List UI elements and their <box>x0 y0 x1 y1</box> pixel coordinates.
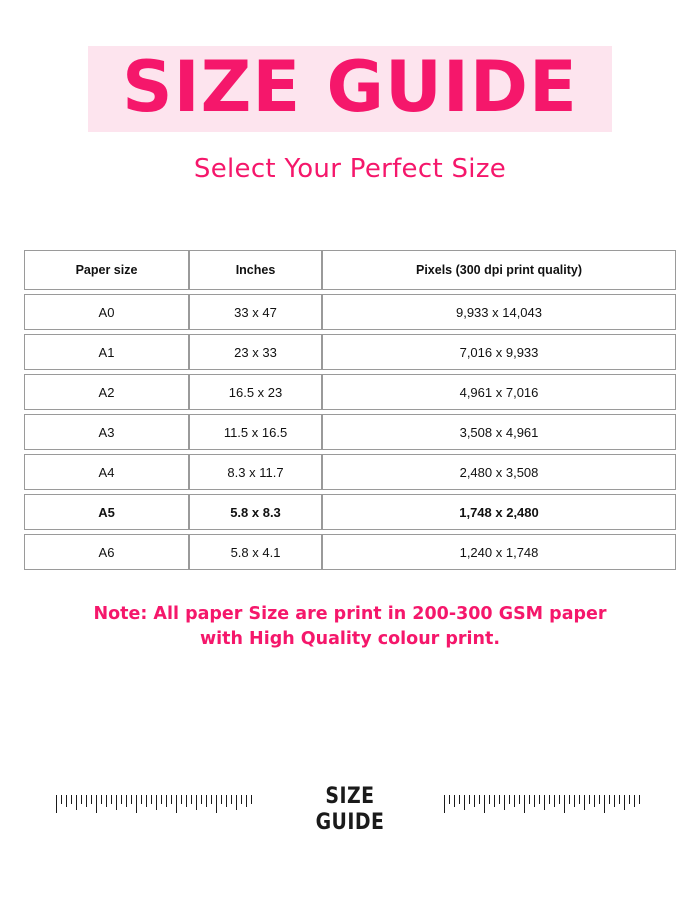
table-row <box>24 414 676 450</box>
cell-paper-size: A2 <box>24 374 189 410</box>
ruler-tick <box>81 795 82 804</box>
table-row <box>24 494 676 530</box>
ruler-tick <box>226 795 227 807</box>
ruler-tick <box>196 795 197 810</box>
cell-paper-size: A3 <box>24 414 189 450</box>
ruler-tick <box>574 795 575 807</box>
ruler-tick <box>599 795 600 804</box>
ruler-tick <box>449 795 450 804</box>
ruler-tick <box>539 795 540 804</box>
ruler-tick <box>514 795 515 807</box>
ruler-tick <box>156 795 157 810</box>
ruler-tick <box>151 795 152 804</box>
table-header-row <box>24 250 676 290</box>
ruler-tick <box>584 795 585 810</box>
ruler-tick <box>554 795 555 807</box>
ruler-tick <box>579 795 580 804</box>
ruler-tick <box>524 795 525 813</box>
cell-pixels: 9,933 x 14,043 <box>322 294 676 330</box>
ruler-tick <box>71 795 72 804</box>
ruler-tick <box>76 795 77 810</box>
ruler-icon-left <box>56 795 256 825</box>
ruler-tick <box>211 795 212 804</box>
ruler-tick <box>171 795 172 804</box>
cell-pixels: 1,240 x 1,748 <box>322 534 676 570</box>
cell-inches: 23 x 33 <box>189 334 322 370</box>
ruler-tick <box>454 795 455 807</box>
note-text <box>40 602 660 653</box>
title-band <box>88 46 612 132</box>
cell-inches: 16.5 x 23 <box>189 374 322 410</box>
ruler-tick <box>96 795 97 813</box>
ruler-tick <box>111 795 112 804</box>
ruler-tick <box>101 795 102 804</box>
column-header-paper-size: Paper size <box>24 250 189 290</box>
cell-paper-size: A5 <box>24 494 189 530</box>
cell-pixels: 3,508 x 4,961 <box>322 414 676 450</box>
ruler-tick <box>564 795 565 813</box>
table-row <box>24 334 676 370</box>
ruler-tick <box>246 795 247 807</box>
ruler-tick <box>241 795 242 804</box>
ruler-tick <box>509 795 510 804</box>
ruler-tick <box>231 795 232 804</box>
ruler-tick <box>604 795 605 813</box>
ruler-tick <box>116 795 117 810</box>
cell-inches: 33 x 47 <box>189 294 322 330</box>
ruler-tick <box>479 795 480 804</box>
cell-paper-size: A1 <box>24 334 189 370</box>
ruler-tick <box>236 795 237 810</box>
cell-inches: 8.3 x 11.7 <box>189 454 322 490</box>
ruler-tick <box>639 795 640 804</box>
note-line-2: with High Quality colour print. <box>199 629 501 650</box>
ruler-tick <box>519 795 520 804</box>
cell-paper-size: A0 <box>24 294 189 330</box>
ruler-tick <box>221 795 222 804</box>
ruler-tick <box>251 795 252 804</box>
ruler-tick <box>186 795 187 807</box>
ruler-tick <box>489 795 490 804</box>
page-title: SIZE GUIDE <box>122 46 578 128</box>
ruler-tick <box>61 795 62 804</box>
cell-pixels: 2,480 x 3,508 <box>322 454 676 490</box>
cell-paper-size: A4 <box>24 454 189 490</box>
ruler-tick <box>594 795 595 807</box>
ruler-tick <box>569 795 570 804</box>
ruler-tick <box>141 795 142 804</box>
ruler-tick <box>624 795 625 810</box>
page-subtitle: Select Your Perfect Size <box>193 154 507 184</box>
table-row <box>24 294 676 330</box>
column-header-pixels: Pixels (300 dpi print quality) <box>322 250 676 290</box>
ruler-tick <box>136 795 137 813</box>
ruler-tick <box>161 795 162 804</box>
table-row <box>24 534 676 570</box>
ruler-tick <box>131 795 132 804</box>
ruler-tick <box>126 795 127 807</box>
ruler-tick <box>106 795 107 807</box>
footer-logo <box>316 784 385 836</box>
ruler-tick <box>549 795 550 804</box>
ruler-tick <box>629 795 630 804</box>
ruler-tick <box>146 795 147 807</box>
ruler-tick <box>534 795 535 807</box>
ruler-icon-right <box>444 795 644 825</box>
ruler-tick <box>206 795 207 807</box>
ruler-tick <box>181 795 182 804</box>
cell-pixels: 4,961 x 7,016 <box>322 374 676 410</box>
size-table <box>24 246 676 574</box>
ruler-tick <box>176 795 177 813</box>
ruler-tick <box>191 795 192 804</box>
ruler-tick <box>216 795 217 813</box>
table-row <box>24 454 676 490</box>
ruler-tick <box>166 795 167 807</box>
ruler-tick <box>444 795 445 813</box>
ruler-tick <box>121 795 122 804</box>
ruler-tick <box>86 795 87 807</box>
note-line-1: Note: All paper Size are print in 200-300 GSM paper <box>93 604 607 624</box>
ruler-tick <box>559 795 560 804</box>
size-table-container <box>24 246 676 574</box>
ruler-tick <box>474 795 475 807</box>
ruler-tick <box>614 795 615 807</box>
ruler-tick <box>56 795 57 813</box>
cell-inches: 11.5 x 16.5 <box>189 414 322 450</box>
ruler-tick <box>529 795 530 804</box>
cell-pixels: 7,016 x 9,933 <box>322 334 676 370</box>
ruler-tick <box>634 795 635 807</box>
footer-logo-line-2: GUIDE <box>315 810 385 835</box>
cell-paper-size: A6 <box>24 534 189 570</box>
ruler-tick <box>494 795 495 807</box>
ruler-tick <box>609 795 610 804</box>
cell-pixels: 1,748 x 2,480 <box>322 494 676 530</box>
ruler-tick <box>499 795 500 804</box>
header <box>0 0 700 184</box>
footer-logo-line-1: SIZE <box>325 784 375 810</box>
ruler-tick <box>619 795 620 804</box>
ruler-tick <box>544 795 545 810</box>
ruler-tick <box>504 795 505 810</box>
ruler-tick <box>91 795 92 804</box>
ruler-tick <box>66 795 67 807</box>
ruler-tick <box>201 795 202 804</box>
cell-inches: 5.8 x 8.3 <box>189 494 322 530</box>
ruler-tick <box>464 795 465 810</box>
ruler-tick <box>484 795 485 813</box>
column-header-inches: Inches <box>189 250 322 290</box>
table-row <box>24 374 676 410</box>
ruler-tick <box>459 795 460 804</box>
ruler-tick <box>469 795 470 804</box>
ruler-tick <box>589 795 590 804</box>
footer <box>0 772 700 848</box>
cell-inches: 5.8 x 4.1 <box>189 534 322 570</box>
